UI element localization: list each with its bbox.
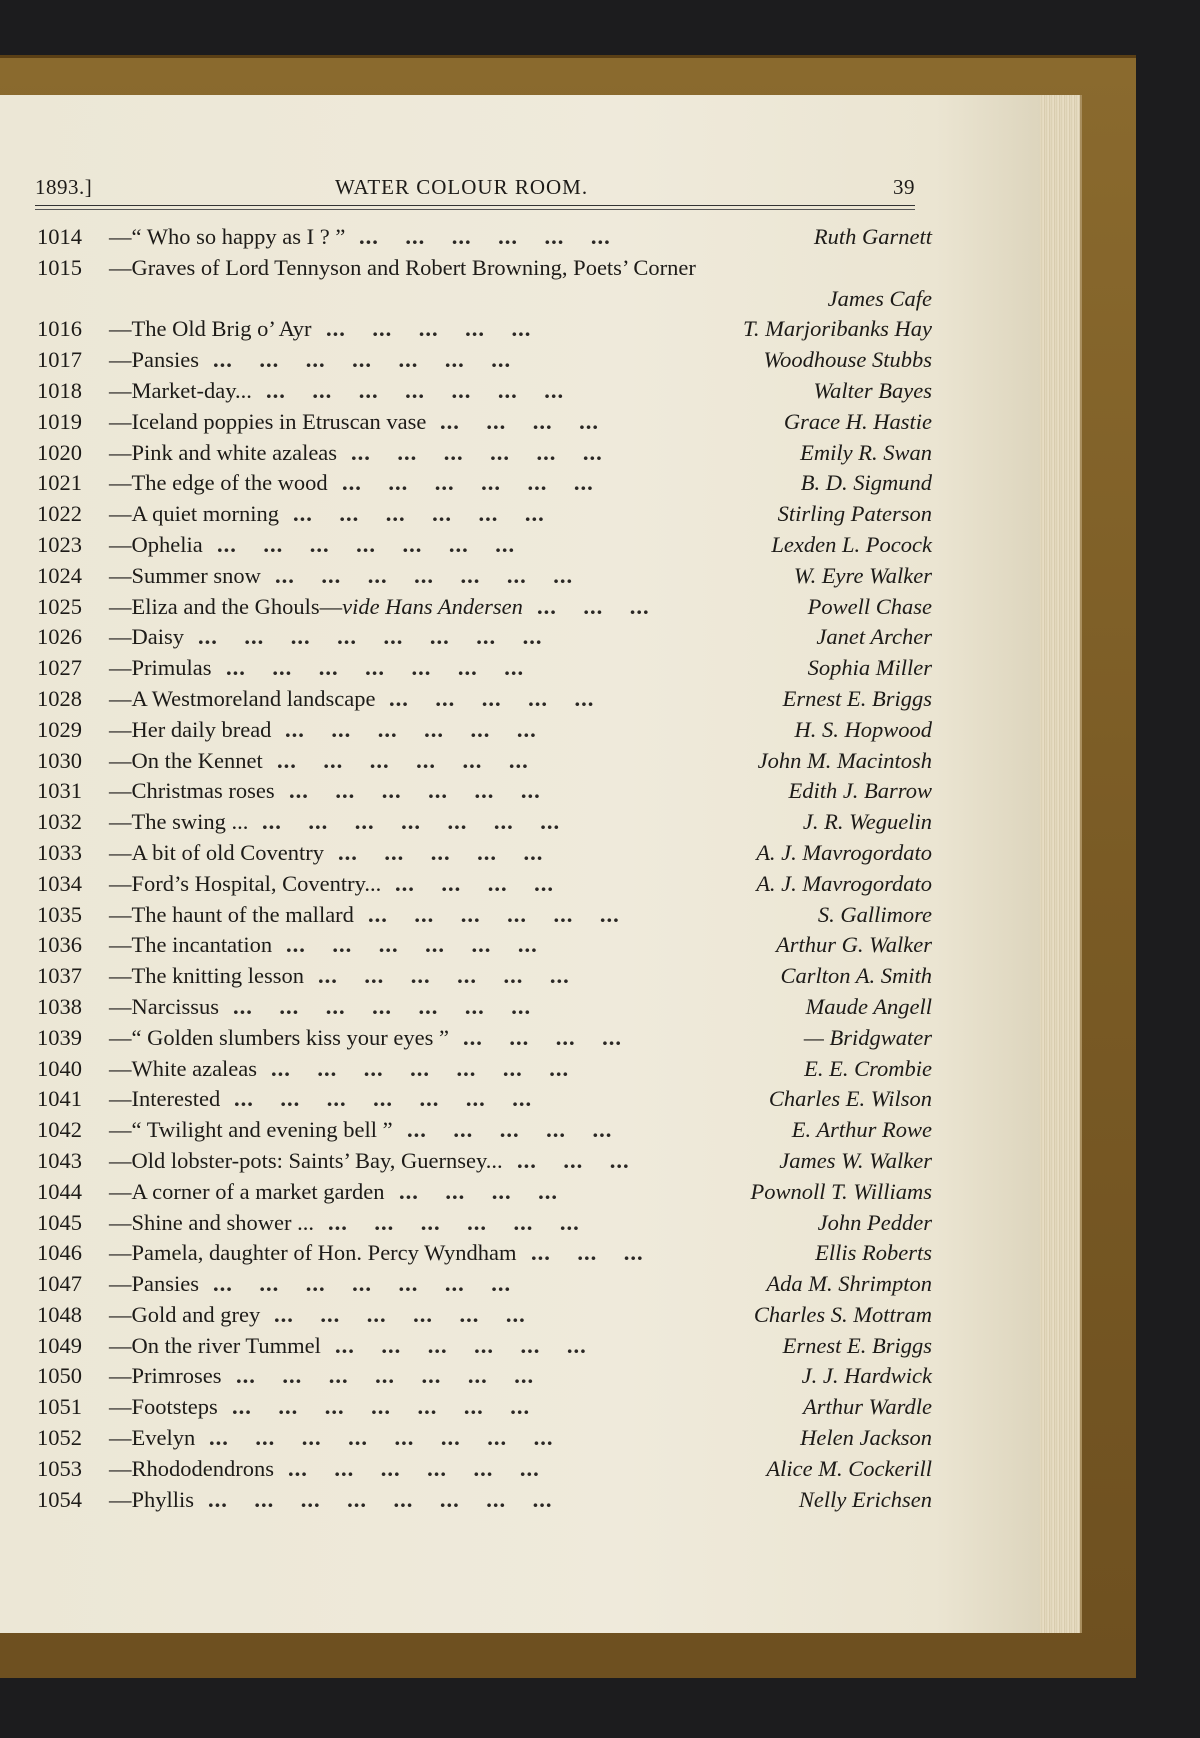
exhibit-number: 1051 [37,1394,82,1420]
exhibit-title [109,1392,218,1422]
artist-name: Janet Archer [816,624,932,650]
exhibit-title [109,314,312,344]
header-year: 1893.] [35,175,93,199]
list-item [37,1054,932,1085]
exhibit-title-text: —Pink and white azaleas [109,439,338,465]
leader-dots: ... ... ... ... ... ... [318,963,597,989]
exhibit-number: 1031 [37,778,82,804]
exhibit-number: 1036 [37,932,82,958]
exhibit-title [109,1054,257,1084]
exhibit-title [109,838,324,868]
artist-name: Edith J. Barrow [788,778,932,804]
exhibit-number: 1053 [37,1455,82,1481]
exhibit-title-text: —Old lobster-pots: Saints’ Bay, Guernsey... [109,1147,503,1173]
exhibit-title [109,869,381,899]
exhibit-number: 1029 [37,716,82,742]
exhibit-number: 1027 [37,655,82,681]
artist-name: Maude Angell [805,993,932,1019]
exhibit-title [109,961,304,991]
exhibit-number: 1014 [37,224,82,249]
exhibit-number: 1015 [37,254,82,280]
list-item [37,468,932,499]
exhibit-number: 1018 [37,377,82,403]
exhibit-title [109,592,523,622]
list-item [37,869,932,900]
exhibit-number: 1048 [37,1301,82,1327]
list-item [37,961,932,992]
leader-dots: ... ... ... ... ... ... [285,716,564,742]
list-item [37,407,932,438]
leader-dots: ... ... ... ... ... [407,1117,639,1143]
exhibit-title-text: —Graves of Lord Tennyson and Robert Browning, Poets’ Corner [109,254,696,280]
artist-name: Helen Jackson [800,1425,932,1451]
list-item [37,1146,932,1177]
leader-dots: ... ... ... ... ... ... [293,501,572,527]
exhibit-title [109,1454,274,1484]
leader-dots: ... ... ... ... ... ... [351,439,630,465]
exhibit-title-text: —Daisy [109,624,184,650]
exhibit-title-text: —The swing ... [109,809,249,835]
exhibit-title-text: —Market-day... [109,377,252,403]
leader-dots: ... ... ... ... ... ... ... [217,531,542,557]
artist-name: — Bridgwater [803,1024,932,1050]
exhibit-number: 1021 [37,470,82,496]
exhibit-title-text: —Her daily bread [109,716,272,742]
page-number: 39 [893,175,915,199]
leader-dots: ... ... ... ... ... ... [274,1301,553,1327]
artist-name: John M. Macintosh [757,747,932,773]
list-item [37,653,932,684]
exhibit-title-text: —Eliza and the Ghouls— [109,593,343,619]
leader-dots: ... ... ... ... ... ... ... [271,1055,596,1081]
leader-dots: ... ... ... ... ... ... ... [213,1271,538,1297]
exhibit-number: 1049 [37,1332,82,1358]
artist-name: Ruth Garnett [813,224,932,249]
exhibit-number: 1043 [37,1147,82,1173]
exhibit-title-text: —Pamela, daughter of Hon. Percy Wyndham [109,1240,517,1266]
list-item [37,1331,932,1362]
exhibit-title [109,1361,222,1391]
list-item [37,715,932,746]
exhibit-number: 1045 [37,1209,82,1235]
artist-name: E. E. Crombie [804,1055,932,1081]
artist-name: Ernest E. Briggs [782,1332,932,1358]
exhibit-title [109,992,219,1022]
list-item [37,838,932,869]
exhibit-title [109,407,426,437]
exhibit-title [109,653,212,683]
leader-dots: ... ... ... ... ... ... ... [266,377,591,403]
exhibit-title-text: —Phyllis [109,1486,195,1512]
exhibit-title-text: —“ Twilight and evening bell ” [109,1117,393,1143]
exhibit-list [37,222,932,1515]
exhibit-title-text: —Ophelia [109,531,203,557]
exhibit-title [109,930,272,960]
list-item [37,684,932,715]
header-rule [35,205,915,206]
artist-name: Alice M. Cockerill [766,1455,932,1481]
exhibit-title-text: —“ Who so happy as I ? ” [109,224,346,249]
artist-name: Emily R. Swan [800,439,932,465]
exhibit-title [109,715,271,745]
exhibit-title-text: —On the river Tummel [109,1332,321,1358]
exhibit-title [109,253,696,283]
leader-dots: ... ... ... ... [463,1024,649,1050]
exhibit-title-text: —On the Kennet [109,747,263,773]
exhibit-title-text: —Iceland poppies in Etruscan vase [109,408,427,434]
exhibit-title-text: —A Westmoreland landscape [109,685,376,711]
leader-dots: ... ... ... ... ... ... ... ... [198,624,569,650]
leader-dots: ... ... ... ... ... ... [328,1209,607,1235]
exhibit-title [109,1485,194,1515]
exhibit-title [109,1269,199,1299]
artist-name: Ernest E. Briggs [782,685,932,711]
exhibit-title-text: —The incantation [109,932,273,958]
leader-dots: ... ... ... ... ... ... [277,747,556,773]
exhibit-title-text: —Primulas [109,655,212,681]
artist-name: Walter Bayes [813,377,932,403]
exhibit-title-text: —Gold and grey [109,1301,261,1327]
exhibit-number: 1019 [37,408,82,434]
exhibit-title [109,1423,195,1453]
exhibit-number: 1054 [37,1486,82,1512]
exhibit-title [109,1023,449,1053]
exhibit-title-text: —The Old Brig o’ Ayr [109,316,312,342]
exhibit-number: 1040 [37,1055,82,1081]
exhibit-number: 1046 [37,1240,82,1266]
leader-dots: ... ... ... ... ... ... ... [232,1394,557,1420]
exhibit-title-text: —Shine and shower ... [109,1209,314,1235]
list-item [37,1208,932,1239]
list-item [37,1454,932,1485]
exhibit-number: 1020 [37,439,82,465]
exhibit-title [109,746,263,776]
leader-dots: ... ... ... ... ... ... [342,470,621,496]
list-item [37,345,932,376]
leader-dots: ... ... ... [517,1147,657,1173]
leader-dots: ... ... ... ... ... [326,316,558,342]
leader-dots: ... ... ... ... ... ... [289,778,568,804]
leader-dots: ... ... ... ... ... ... ... [236,1363,561,1389]
exhibit-number: 1044 [37,1178,82,1204]
leader-dots: ... ... ... ... ... ... [335,1332,614,1358]
list-item [37,807,932,838]
exhibit-number: 1022 [37,501,82,527]
exhibit-number: 1037 [37,963,82,989]
exhibit-number: 1052 [37,1425,82,1451]
exhibit-title-text: —Summer snow [109,562,261,588]
list-item [37,376,932,407]
exhibit-number: 1024 [37,562,82,588]
exhibit-title-text: —Pansies [109,347,199,373]
exhibit-number: 1047 [37,1271,82,1297]
artist-name: Ada M. Shrimpton [766,1271,932,1297]
artist-name: H. S. Hopwood [794,716,932,742]
leader-dots: ... ... ... ... ... [338,839,570,865]
exhibit-number: 1038 [37,993,82,1019]
artist-name: John Pedder [817,1209,932,1235]
exhibit-title [109,222,345,252]
exhibit-title-text: —Footsteps [109,1394,218,1420]
running-header [35,175,915,207]
leader-dots: ... ... ... ... [395,870,581,896]
list-item [37,1238,932,1269]
artist-name: W. Eyre Walker [793,562,932,588]
exhibit-number: 1039 [37,1024,82,1050]
exhibit-number: 1017 [37,347,82,373]
artist-name: Grace H. Hastie [783,408,932,434]
exhibit-number: 1025 [37,593,82,619]
list-item [37,1300,932,1331]
artist-name: Arthur Wardle [803,1394,932,1420]
leader-dots: ... ... ... ... ... ... ... ... [208,1486,579,1512]
exhibit-number: 1030 [37,747,82,773]
leader-dots: ... ... ... ... ... ... ... [226,655,551,681]
exhibit-title [109,530,203,560]
list-item [37,1485,932,1516]
leader-dots: ... ... ... [537,593,677,619]
list-item [37,1023,932,1054]
exhibit-title-text: —“ Golden slumbers kiss your eyes ” [109,1024,449,1050]
leader-dots: ... ... ... ... ... ... [368,901,647,927]
artist-name: J. J. Hardwick [801,1363,932,1389]
list-item [37,930,932,961]
exhibit-title [109,1146,503,1176]
exhibit-title-text: —Evelyn [109,1425,196,1451]
artist-name: Sophia Miller [807,655,932,681]
exhibit-number: 1034 [37,870,82,896]
exhibit-title-text: —The edge of the wood [109,470,328,496]
list-item [37,622,932,653]
leader-dots: ... ... ... [531,1240,671,1266]
artist-name: Charles S. Mottram [753,1301,932,1327]
exhibit-title [109,622,184,652]
exhibit-title [109,561,261,591]
exhibit-title [109,776,275,806]
artist-name: S. Gallimore [817,901,932,927]
exhibit-number: 1050 [37,1363,82,1389]
exhibit-title [109,376,252,406]
list-item [37,1115,932,1146]
exhibit-title [109,684,375,714]
list-item [37,222,932,253]
exhibit-title [109,1115,393,1145]
artist-name: James W. Walker [779,1147,932,1173]
list-item [37,438,932,469]
artist-name: James Cafe [827,285,932,311]
list-item [37,1269,932,1300]
exhibit-title [109,1208,314,1238]
list-item [37,530,932,561]
artist-name: T. Marjoribanks Hay [743,316,932,342]
artist-name: E. Arthur Rowe [791,1117,932,1143]
exhibit-number: 1026 [37,624,82,650]
artist-name: A. J. Mavrogordato [756,839,932,865]
page-edges [1040,95,1082,1633]
artist-name: A. J. Mavrogordato [756,870,932,896]
artist-name: Nelly Erichsen [798,1486,932,1512]
artist-name: B. D. Sigmund [800,470,932,496]
leader-dots: ... ... ... ... ... ... ... [262,809,587,835]
artist-name: J. R. Weguelin [802,809,932,835]
leader-dots: ... ... ... ... ... ... [359,224,638,249]
exhibit-title [109,1238,517,1268]
exhibit-title-text: —A corner of a market garden [109,1178,385,1204]
artist-name: Woodhouse Stubbs [763,347,932,373]
header-rule-thin [35,209,915,210]
artist-name: Arthur G. Walker [775,932,932,958]
exhibit-title [109,900,354,930]
exhibit-title-text: —The haunt of the mallard [109,901,354,927]
list-item [37,561,932,592]
list-item [37,1361,932,1392]
exhibit-title-text: —White azaleas [109,1055,258,1081]
list-item [37,592,932,623]
artist-name: Powell Chase [807,593,932,619]
list-item [37,1084,932,1115]
artist-name: Charles E. Wilson [768,1086,932,1112]
list-item [37,746,932,777]
exhibit-title [109,1300,260,1330]
exhibit-title-italic: vide Hans Andersen [342,593,523,619]
leader-dots: ... ... ... ... ... ... ... [275,562,600,588]
leader-dots: ... ... ... ... ... ... ... [234,1086,559,1112]
header-section-title: WATER COLOUR ROOM. [335,175,589,199]
leader-dots: ... ... ... ... ... ... ... ... [209,1425,580,1451]
exhibit-title [109,1177,385,1207]
exhibit-number: 1041 [37,1086,82,1112]
exhibit-title [109,499,279,529]
artist-name: Stirling Paterson [777,501,932,527]
exhibit-title [109,1084,220,1114]
artist-name: Ellis Roberts [815,1240,932,1266]
list-item [37,499,932,530]
artist-name: Carlton A. Smith [780,963,932,989]
exhibit-number: 1032 [37,809,82,835]
exhibit-title [109,807,248,837]
exhibit-title [109,345,199,375]
exhibit-number: 1035 [37,901,82,927]
exhibit-title-text: —A bit of old Coventry [109,839,324,865]
leader-dots: ... ... ... ... [440,408,626,434]
exhibit-number: 1028 [37,685,82,711]
list-item [37,776,932,807]
exhibit-title-text: —The knitting lesson [109,963,304,989]
catalogue-page [0,95,1040,1633]
exhibit-number: 1033 [37,839,82,865]
exhibit-title-text: —Narcissus [109,993,219,1019]
exhibit-title [109,1331,321,1361]
exhibit-title-text: —A quiet morning [109,501,279,527]
exhibit-title-text: —Pansies [109,1271,199,1297]
list-item [37,1392,932,1423]
leader-dots: ... ... ... ... [399,1178,585,1204]
exhibit-number: 1042 [37,1117,82,1143]
list-item [37,992,932,1023]
exhibit-title-text: —Interested [109,1086,221,1112]
exhibit-title [109,438,337,468]
list-item [37,1177,932,1208]
exhibit-number: 1016 [37,316,82,342]
list-item [37,900,932,931]
exhibit-title-text: —Christmas roses [109,778,275,804]
leader-dots: ... ... ... ... ... ... ... [213,347,538,373]
artist-name: Lexden L. Pocock [771,531,932,557]
exhibit-title-text: —Primroses [109,1363,222,1389]
exhibit-title [109,468,328,498]
leader-dots: ... ... ... ... ... [389,685,621,711]
leader-dots: ... ... ... ... ... ... ... [233,993,558,1019]
leader-dots: ... ... ... ... ... ... [288,1455,567,1481]
list-item [37,314,932,345]
exhibit-title-text: —Ford’s Hospital, Coventry... [109,870,382,896]
leader-dots: ... ... ... ... ... ... [286,932,565,958]
list-item [37,1423,932,1454]
artist-name: Pownoll T. Williams [750,1178,932,1204]
exhibit-title-text: —Rhododendrons [109,1455,274,1481]
exhibit-number: 1023 [37,531,82,557]
list-item [37,253,932,315]
